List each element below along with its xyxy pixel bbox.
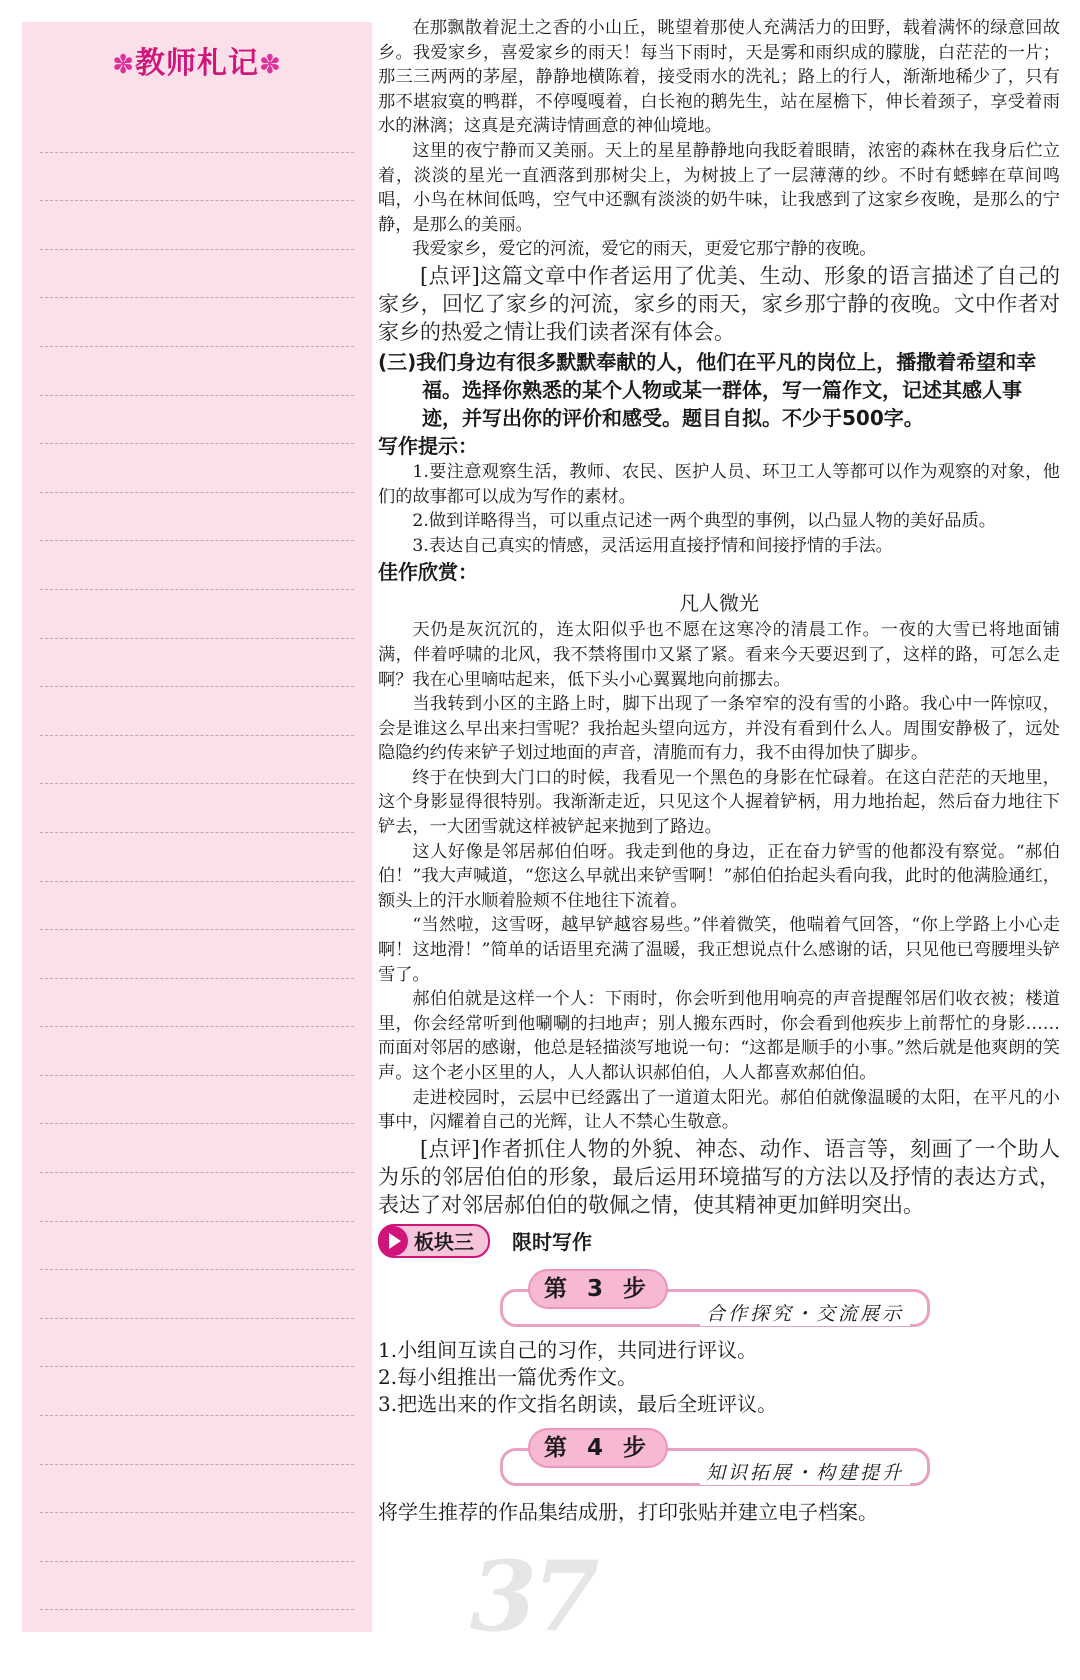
note-line — [40, 541, 354, 590]
section-badge — [378, 1224, 490, 1258]
essay2-paragraph: 天仍是灰沉沉的，连太阳似乎也不愿在这寒冷的清晨工作。一夜的大雪已将地面铺满，伴着呼啸的北风，我不禁将围巾又紧了紧。看来今天要迟到了，这样的路，可怎么走啊？我在心里嘀咕起来，低下头小心翼翼地向前挪去。 — [378, 620, 1060, 690]
note-line — [40, 250, 354, 299]
step-3-banner — [500, 1267, 930, 1337]
essay2-paragraph: 走进校园时，云层中已经露出了一道道太阳光。郝伯伯就像温暖的太阳，在平凡的小事中，闪耀着自己的光辉，让人不禁心生敬意。 — [378, 1087, 1060, 1133]
note-line — [40, 444, 354, 493]
note-line — [40, 736, 354, 785]
note-line — [40, 1513, 354, 1562]
flower-icon: ✽ — [112, 50, 135, 80]
teacher-notes-sidebar — [22, 22, 372, 1632]
step-subtitle: 合作探究・交流展示 — [700, 1299, 910, 1326]
sidebar-title — [22, 38, 372, 82]
note-line — [40, 1465, 354, 1514]
essay2-paragraph: 这人好像是邻居郝伯伯呀。我走到他的身边，正在奋力铲雪的他都没有察觉。“郝伯伯！”我大声喊道，“您这么早就出来铲雪啊！”郝伯伯抬起头看向我，此时的他满脸通红，额头上的汗水顺着脸颊不住地往下流着。 — [378, 841, 1060, 911]
step-label: 第 3 步 — [528, 1269, 668, 1309]
section-badge-label: 板块三 — [414, 1230, 474, 1255]
tip-item: 3.表达自己真实的情感，灵活运用直接抒情和间接抒情的手法。 — [412, 535, 893, 556]
note-line — [40, 1222, 354, 1271]
essay1-paragraph: 我爱家乡，爱它的河流，爱它的雨天，更爱它那宁静的夜晚。 — [412, 239, 877, 260]
step-label: 第 4 步 — [528, 1428, 668, 1468]
step-subtitle: 知识拓展・构建提升 — [700, 1458, 910, 1485]
essay1-paragraph: 这里的夜宁静而又美丽。天上的星星静静地向我眨着眼睛，浓密的森林在我身后伫立着，淡淡的星光一直洒落到那树尖上，为树披上了一层薄薄的纱。不时有蟋蟀在草间鸣唱，小鸟在林间低鸣，空气中还飘有淡淡的奶牛味，让我感到了这家乡夜晚，是那么的宁静，是那么的美丽。 — [378, 140, 1060, 235]
section-name: 限时写作 — [512, 1230, 592, 1255]
note-line — [40, 1367, 354, 1416]
note-line — [40, 1173, 354, 1222]
play-icon — [378, 1226, 408, 1256]
note-line — [40, 687, 354, 736]
essay2-comment: [点评]作者抓住人物的外貌、神态、动作、语言等，刻画了一个助人为乐的邻居伯伯的形象，最后运用环境描写的方法以及抒情的表达方式，表达了对邻居郝伯伯的敬佩之情，使其精神更加鲜明突出。 — [378, 1136, 1060, 1217]
note-line — [40, 298, 354, 347]
main-content — [378, 16, 1060, 1666]
note-line — [40, 1270, 354, 1319]
note-line — [40, 347, 354, 396]
note-line — [40, 1562, 354, 1611]
note-line — [40, 104, 354, 153]
step3-item: 2.每小组推出一篇优秀作文。 — [378, 1364, 638, 1389]
step-4-banner — [500, 1426, 930, 1496]
note-line — [40, 1319, 354, 1368]
step4-text: 将学生推荐的作品集结成册，打印张贴并建立电子档案。 — [378, 1499, 878, 1524]
tips-heading: 写作提示： — [378, 433, 478, 458]
note-line — [40, 396, 354, 445]
note-line — [40, 590, 354, 639]
note-line — [40, 882, 354, 931]
essay-title: 凡人微光 — [679, 591, 759, 616]
tip-item: 2.做到详略得当，可以重点记述一两个典型的事例，以凸显人物的美好品质。 — [412, 511, 996, 532]
step3-item: 1.小组间互读自己的习作，共同进行评议。 — [378, 1337, 758, 1362]
note-line — [40, 1076, 354, 1125]
essay1-paragraph: 在那飘散着泥土之香的小山丘，眺望着那使人充满活力的田野，载着满怀的绿意回故乡。我爱家乡，喜爱家乡的雨天！每当下雨时，天是雾和雨织成的朦胧，白茫茫的一片；那三三两两的茅屋，静静地横陈着，接受雨水的洗礼；路上的行人，渐渐地稀少了，只有那不堪寂寞的鸭群，不停嘎嘎着，白长袍的鹅先生，站在屋檐下，伸长着颈子，享受着雨水的淋漓；这真是充满诗情画意的神仙境地。 — [378, 18, 1060, 137]
note-line — [40, 201, 354, 250]
note-line — [40, 1416, 354, 1465]
note-line — [40, 784, 354, 833]
tip-item: 1.要注意观察生活，教师、农民、医护人员、环卫工人等都可以作为观察的对象，他们的故事都可以成为写作的素材。 — [378, 461, 1060, 507]
note-line — [40, 930, 354, 979]
sidebar-title-text: 教师札记 — [135, 46, 259, 81]
page-number: 37 — [470, 1540, 596, 1653]
writing-task: (三)我们身边有很多默默奉献的人，他们在平凡的岗位上，播撒着希望和幸福。选择你熟悉的某个人物或某一群体，写一篇作文，记述其感人事迹，并写出你的评价和感受。题目自拟。不少于500字。 — [378, 349, 1037, 430]
flower-icon: ✽ — [259, 50, 282, 80]
section-banner — [378, 1223, 1060, 1259]
sample-heading: 佳作欣赏： — [378, 560, 478, 585]
note-line — [40, 979, 354, 1028]
note-line — [40, 153, 354, 202]
essay2-paragraph: 郝伯伯就是这样一个人：下雨时，你会听到他用响亮的声音提醒邻居们收衣被；楼道里，你会经常听到他唰唰的扫地声；别人搬东西时，你会看到他疾步上前帮忙的身影……而面对邻居的感谢，他总是轻描淡写地说一句：“这都是顺手的小事。”然后就是他爽朗的笑声。这个老小区里的人，人人都认识郝伯伯，人人都喜欢郝伯伯。 — [378, 989, 1060, 1083]
note-line — [40, 1027, 354, 1076]
essay2-paragraph: 当我转到小区的主路上时，脚下出现了一条窄窄的没有雪的小路。我心中一阵惊叹，会是谁这么早出来扫雪呢？我抬起头望向远方，并没有看到什么人。周围安静极了，远处隐隐约约传来铲子划过地面的声音，清脆而有力，我不由得加快了脚步。 — [378, 694, 1060, 764]
note-line — [40, 493, 354, 542]
note-line — [40, 833, 354, 882]
note-line — [40, 639, 354, 688]
step3-item: 3.把选出来的作文指名朗读，最后全班评议。 — [378, 1391, 778, 1416]
essay2-paragraph: 终于在快到大门口的时候，我看见一个黑色的身影在忙碌着。在这白茫茫的天地里，这个身影显得很特别。我渐渐走近，只见这个人握着铲柄，用力地抬起，然后奋力地往下铲去，一大团雪就这样被铲起来抛到了路边。 — [378, 767, 1060, 838]
essay2-paragraph: “当然啦，这雪呀，越早铲越容易些。”伴着微笑，他喘着气回答，“你上学路上小心走啊！这地滑！”简单的话语里充满了温暖，我正想说点什么感谢的话，只见他已弯腰埋头铲雪了。 — [378, 915, 1060, 985]
note-line — [40, 1124, 354, 1173]
note-lines — [40, 104, 354, 1610]
essay1-comment: [点评]这篇文章中作者运用了优美、生动、形象的语言描述了自己的家乡，回忆了家乡的河流，家乡的雨天，家乡那宁静的夜晚。文中作者对家乡的热爱之情让我们读者深有体会。 — [378, 263, 1060, 344]
